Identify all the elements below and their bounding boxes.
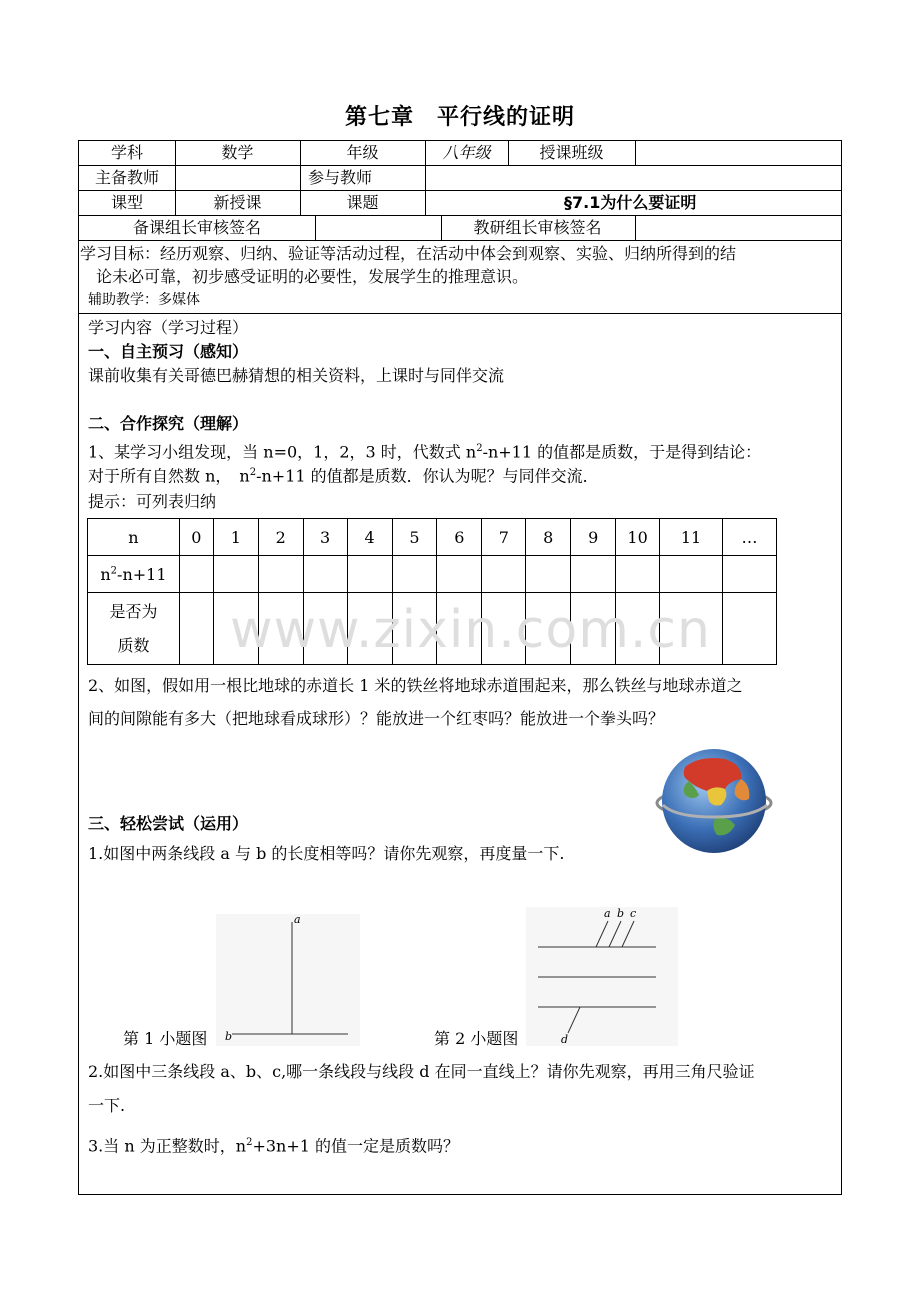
col-divider [425, 190, 426, 215]
section-2-title: 二、合作探究（理解） [88, 414, 249, 433]
hint-text: 提示：可列表归纳 [88, 492, 217, 511]
objectives-line-2: 论未必可靠，初步感受证明的必要性，发展学生的推理意识。 [96, 267, 529, 286]
question-1-line-1: 1、某学习小组发现，当 n=0，1，2，3 时，代数式 $n^2-n+11$ 的值都是质数，于是得到结论： [88, 442, 762, 462]
table-cell: 4 [347, 519, 392, 556]
figure-2 [526, 907, 678, 1046]
col-divider [635, 141, 636, 165]
globe-illustration [655, 745, 773, 857]
table-cell: 0 [179, 519, 213, 556]
table-cell: 7 [482, 519, 526, 556]
table-cell: 3 [303, 519, 347, 556]
teaching-aids: 辅助教学：多媒体 [88, 292, 200, 308]
subject-value: 数学 [221, 143, 254, 162]
table-cell: … [722, 519, 776, 556]
row-divider [79, 240, 841, 241]
table-row-label: 是否为 质数 [88, 593, 180, 665]
question-2-line-2: 间的间隙能有多大（把地球看成球形）？能放进一个红枣吗？能放进一个拳头吗？ [88, 709, 665, 728]
objectives-line-1: 学习目标：经历观察、归纳、验证等活动过程，在活动中体会到观察、实验、归纳所得到的结 [80, 244, 737, 263]
table-cell: 10 [616, 519, 660, 556]
table-cell: 5 [392, 519, 437, 556]
lesson-type-label: 课型 [110, 193, 143, 212]
col-divider [635, 215, 636, 240]
try-question-2-line-2: 一下. [88, 1096, 126, 1115]
try-question-1: 1.如图中两条线段 a 与 b 的长度相等吗？请你先观察，再度量一下. [88, 844, 565, 863]
class-label: 授课班级 [539, 143, 604, 162]
table-cell: 2 [258, 519, 303, 556]
table-cell: 9 [571, 519, 616, 556]
topic-label: 课题 [346, 193, 379, 212]
figure-1 [216, 914, 360, 1046]
table-row-label: $n^2-n+11$ [88, 556, 180, 593]
question-2-line-1: 2、如图，假如用一根比地球的赤道长 1 米的铁丝将地球赤道围起来，那么铁丝与地球赤道之 [88, 676, 743, 695]
figure-1-label-a: a [294, 913, 301, 926]
topic-value: §7.1为什么要证明 [564, 193, 697, 212]
section-3-title: 三、轻松尝试（运用） [88, 814, 249, 833]
figure-1-caption: 第 1 小题图 [123, 1029, 208, 1048]
figure-2-label-d: d [561, 1033, 569, 1046]
lesson-type-value: 新授课 [213, 193, 262, 212]
row-divider [79, 165, 841, 166]
table-row [88, 556, 777, 593]
row-divider [79, 313, 841, 314]
figure-2-caption: 第 2 小题图 [434, 1029, 519, 1048]
grade-value: 八年级 [442, 143, 491, 162]
group-leader-sign-label: 备课组长审核签名 [132, 218, 261, 237]
watermark: www.zixin.com.cn [230, 600, 711, 660]
question-1-line-2: 对于所有自然数 n， $n^2-n+11$ 的值都是质数．你认为呢？与同伴交流． [88, 466, 599, 486]
figure-2-label-b: b [617, 907, 625, 920]
table-cell: 8 [526, 519, 571, 556]
subject-label: 学科 [110, 143, 143, 162]
table-cell: 6 [437, 519, 482, 556]
figure-1-label-b: b [225, 1030, 233, 1043]
grade-label: 年级 [346, 143, 379, 162]
figure-2-label-c: c [630, 907, 637, 920]
main-teacher-label: 主备教师 [94, 168, 159, 187]
try-question-3: 3.当 n 为正整数时，$n^2+3n+1$ 的值一定是质数吗？ [88, 1136, 460, 1156]
content-heading: 学习内容（学习过程） [88, 318, 249, 337]
table-cell: 11 [660, 519, 723, 556]
section-1-text: 课前收集有关哥德巴赫猜想的相关资料，上课时与同伴交流 [88, 366, 505, 385]
document-title: 第七章 平行线的证明 [344, 105, 575, 130]
section-1-title: 一、自主预习（感知） [88, 342, 249, 361]
figure-2-label-a: a [604, 907, 611, 920]
research-leader-sign-label: 教研组长审核签名 [473, 218, 602, 237]
col-divider [315, 215, 316, 240]
participating-teacher-label: 参与教师 [308, 168, 373, 187]
table-cell: 1 [213, 519, 258, 556]
table-header-row [88, 519, 777, 556]
try-question-2-line-1: 2.如图中三条线段 a、b、c,哪一条线段与线段 d 在同一直线上？请你先观察，再用三角尺验证 [88, 1062, 755, 1081]
table-cell: n [88, 519, 180, 556]
